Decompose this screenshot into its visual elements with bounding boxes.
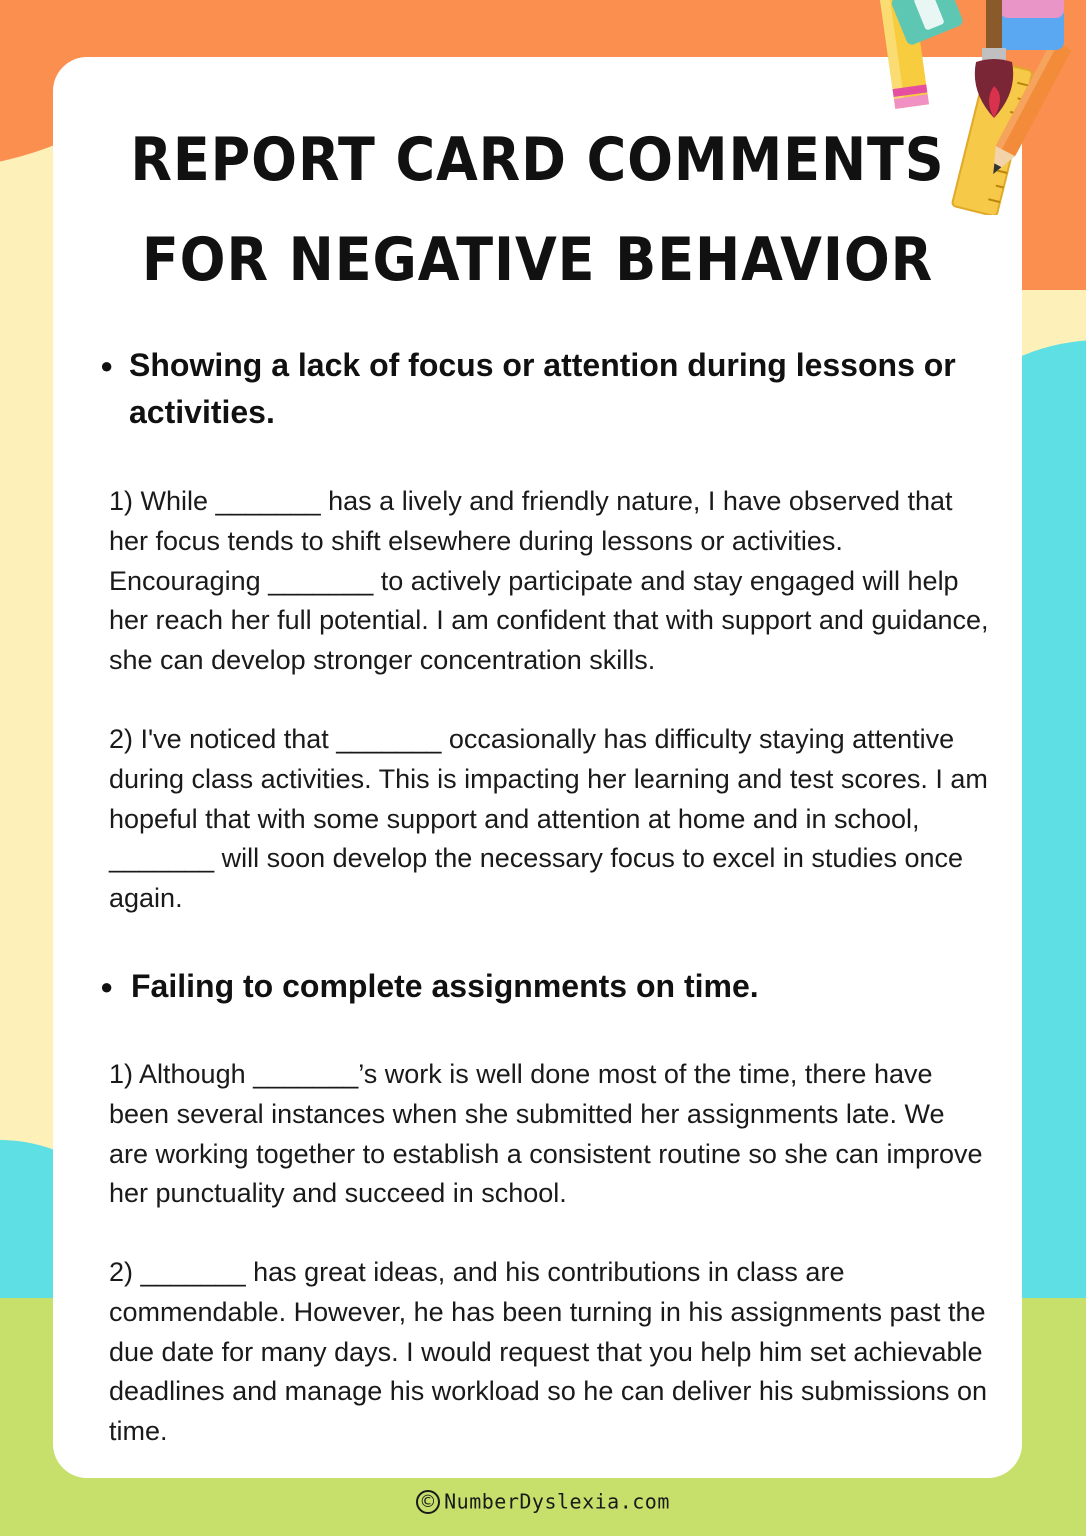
- copyright-icon: ©: [416, 1490, 440, 1514]
- page-title-line-1: REPORT CARD COMMENTS: [130, 125, 945, 195]
- comment-paragraph: 2) I've noticed that _______ occasionally has difficulty staying attentive during class activities. This is impacting her learning and test scores. I am hopeful that with some support and attention at home and in school, _______ will soon develop the necessary focus to excel in studies once again.: [109, 724, 988, 914]
- comment-paragraph: 1) While _______ has a lively and friendly nature, I have observed that her focus tends to shift elsewhere during lessons or activities. Encouraging _______ to actively participate and stay engaged will help her reach her full potential. I am confident that with support and guidance, she can develop stronger concentration skills.: [109, 486, 989, 676]
- section-heading-focus: [100, 342, 999, 436]
- section-heading-assignments: [100, 963, 1001, 1010]
- bullet-icon: ●: [100, 974, 114, 999]
- page-title-line-2: FOR NEGATIVE BEHAVIOR: [141, 225, 934, 295]
- page-title: [101, 110, 973, 310]
- section-heading-text: Failing to complete assignments on time.: [131, 968, 759, 1004]
- bullet-icon: ●: [100, 353, 114, 378]
- section-heading-text: Showing a lack of focus or attention during lessons or activities.: [129, 347, 956, 430]
- eraser-icon: [1000, 0, 1064, 50]
- footer-credit: [0, 1488, 1086, 1514]
- footer-site-name: NumberDyslexia.com: [444, 1489, 670, 1514]
- comment-paragraph: 2) _______ has great ideas, and his contributions in class are commendable. However, he has been turning in his assignments past the due date for many days. I would request that you help him set achievable deadlines and manage his workload so he can deliver his submissions on time.: [109, 1257, 988, 1447]
- comment-paragraph: 1) Although _______’s work is well done most of the time, there have been several instances when she submitted her assignments late. We are working together to establish a consistent routine so she can improve her punctuality and succeed in school.: [109, 1059, 983, 1209]
